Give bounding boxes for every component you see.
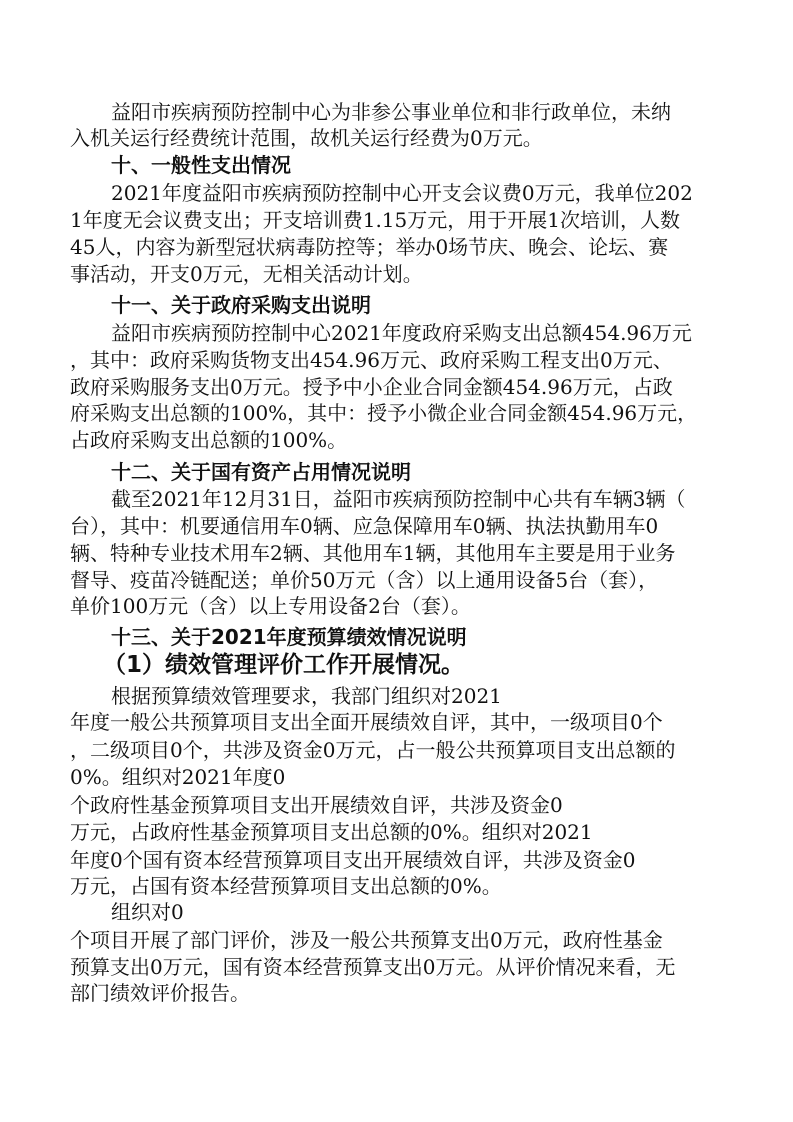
paragraph-line: 组织对0 xyxy=(111,900,184,924)
paragraph-line: 辆、特种专业技术用车2辆、其他用车1辆，其他用车主要是用于业务 xyxy=(70,541,676,565)
paragraph-line: 万元，占政府性基金预算项目支出总额的0%。组织对2021 xyxy=(70,820,593,844)
paragraph-line: 事活动，开支0万元，无相关活动计划。 xyxy=(70,262,423,286)
section-heading: 十二、关于国有资产占用情况说明 xyxy=(111,460,411,484)
subsection-heading: （1）绩效管理评价工作开展情况。 xyxy=(103,652,465,678)
paragraph-line: 个政府性基金预算项目支出开展绩效自评，共涉及资金0 xyxy=(70,793,563,817)
paragraph-line: 0%。组织对2021年度0 xyxy=(70,765,286,789)
paragraph-line: 益阳市疾病预防控制中心2021年度政府采购支出总额454.96万元 xyxy=(111,321,692,345)
paragraph-line: 府采购支出总额的100%，其中：授予小微企业合同金额454.96万元， xyxy=(70,401,698,425)
paragraph-line: 1年度无会议费支出；开支培训费1.15万元，用于开展1次培训，人数 xyxy=(70,208,680,232)
paragraph-line: 年度0个国有资本经营预算项目支出开展绩效自评，共涉及资金0 xyxy=(70,848,636,872)
paragraph-line: 政府采购服务支出0万元。授予中小企业合同金额454.96万元，占政 xyxy=(70,375,673,399)
paragraph-line: 45人，内容为新型冠状病毒防控等；举办0场节庆、晚会、论坛、赛 xyxy=(70,235,669,259)
paragraph-line: 入机关运行经费统计范围，故机关运行经费为0万元。 xyxy=(70,126,543,150)
paragraph-line: 年度一般公共预算项目支出全面开展绩效自评，其中，一级项目0个 xyxy=(70,710,663,734)
paragraph-line: 部门绩效评价报告。 xyxy=(70,981,250,1005)
paragraph-line: 万元，占国有资本经营预算项目支出总额的0%。 xyxy=(70,874,502,898)
paragraph-line: 益阳市疾病预防控制中心为非参公事业单位和非行政单位，未纳 xyxy=(111,100,671,124)
paragraph-line: 占政府采购支出总额的100%。 xyxy=(70,428,348,452)
paragraph-line: 单价100万元（含）以上专用设备2台（套）。 xyxy=(70,594,471,618)
paragraph-line: 截至2021年12月31日，益阳市疾病预防控制中心共有车辆3辆（ xyxy=(111,487,686,511)
paragraph-line: 预算支出0万元，国有资本经营预算支出0万元。从评价情况来看，无 xyxy=(70,955,676,979)
paragraph-line: ，其中：政府采购货物支出454.96万元、政府采购工程支出0万元、 xyxy=(70,348,673,372)
section-heading: 十、一般性支出情况 xyxy=(111,153,291,177)
paragraph-line: 督导、疫苗冷链配送；单价50万元（含）以上通用设备5台（套）， xyxy=(70,568,659,592)
paragraph-line: 根据预算绩效管理要求，我部门组织对2021 xyxy=(111,684,502,708)
paragraph-line: 台），其中：机要通信用车0辆、应急保障用车0辆、执法执勤用车0 xyxy=(70,514,659,538)
section-heading: 十一、关于政府采购支出说明 xyxy=(111,293,371,317)
paragraph-line: ，二级项目0个，共涉及资金0万元，占一般公共预算项目支出总额的 xyxy=(70,738,676,762)
section-heading: 十三、关于2021年度预算绩效情况说明 xyxy=(111,625,467,649)
paragraph-line: 2021年度益阳市疾病预防控制中心开支会议费0万元，我单位202 xyxy=(111,181,693,205)
paragraph-line: 个项目开展了部门评价，涉及一般公共预算支出0万元，政府性基金 xyxy=(70,928,663,952)
